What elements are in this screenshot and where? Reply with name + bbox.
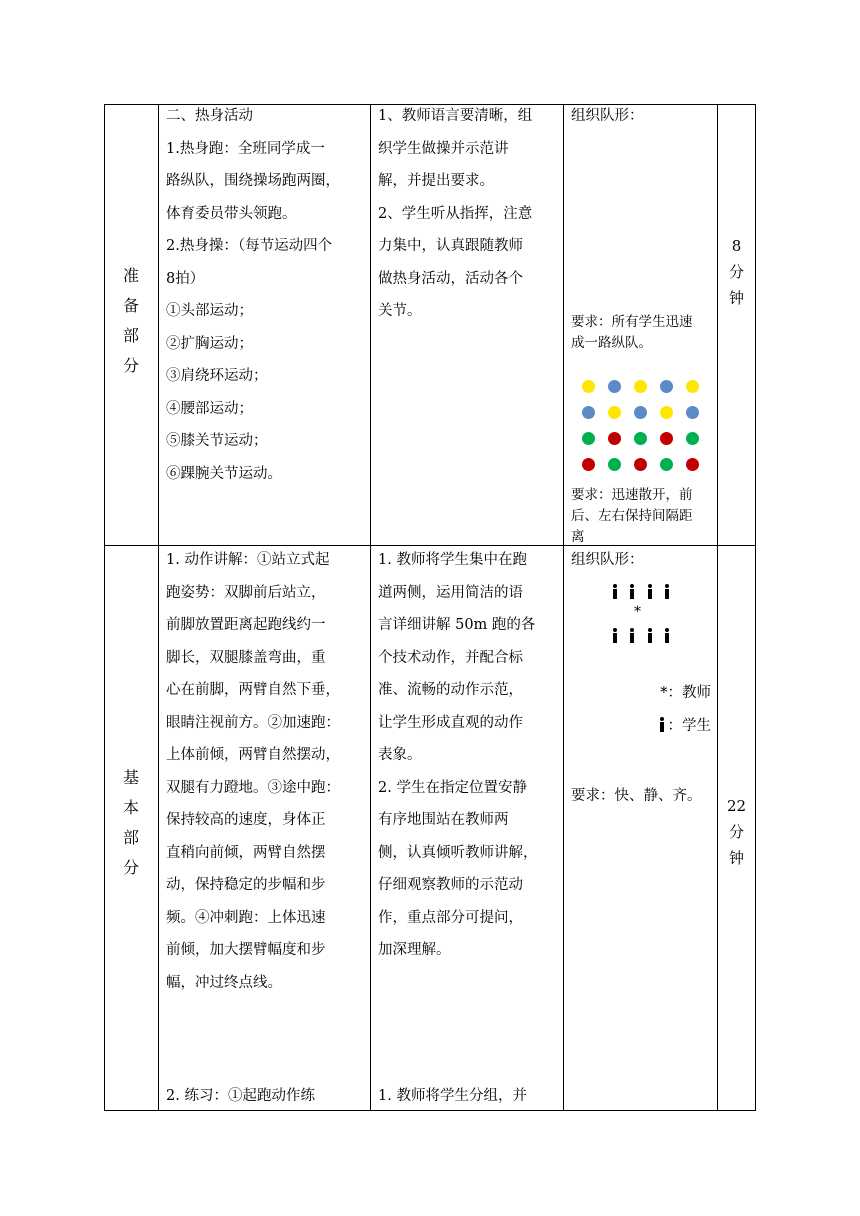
content-line: 动，保持稳定的步幅和步	[166, 877, 326, 893]
content-line: 保持较高的速度，身体正	[166, 812, 326, 828]
content-line: 心在前脚，两臂自然下垂，	[166, 682, 340, 698]
method-line: 作，重点部分可提问，	[378, 909, 523, 926]
teacher-mark: *	[634, 604, 641, 620]
prep-requirement-1: 要求：所有学生迅速 成一路纵队。	[571, 314, 693, 351]
content-line: 眼睛注视前方。②加速跑：	[166, 714, 340, 731]
student-icon	[659, 717, 665, 732]
section-char: 分	[122, 356, 139, 375]
method-line: 言详细讲解 50m 跑的各	[378, 617, 536, 633]
method-line: 做热身活动，活动各个	[378, 270, 523, 287]
basic-content-practice: 2. 练习：①起跑动作练	[166, 1088, 315, 1104]
section-char: 分	[122, 858, 139, 877]
formation-dot	[608, 432, 621, 445]
student-icon	[664, 628, 670, 643]
method-line: 1. 教师将学生集中在跑	[378, 552, 527, 568]
content-line: ④腰部运动；	[166, 400, 253, 417]
content-line: ③肩绕环运动；	[166, 368, 268, 384]
formation-dot	[634, 458, 647, 471]
formation-dot	[608, 380, 621, 393]
formation-dot	[660, 406, 673, 419]
formation-dot	[660, 432, 673, 445]
content-line: 双腿有力蹬地。③途中跑：	[166, 779, 340, 796]
method-line: 加深理解。	[378, 942, 451, 958]
legend-teacher: *：教师	[660, 685, 711, 701]
basic-time: 22 分 钟	[726, 797, 747, 867]
method-line: 表象。	[378, 747, 422, 763]
method-line: 织学生做操并示范讲	[378, 140, 509, 157]
method-line: 让学生形成直观的动作	[378, 714, 523, 731]
formation-dot	[634, 380, 647, 393]
column-divider	[158, 104, 159, 1111]
student-icon	[647, 628, 653, 643]
formation-dot	[608, 406, 621, 419]
prep-org-title: 组织队形：	[571, 108, 644, 124]
basic-method-2: 1. 教师将学生分组，并	[378, 1088, 527, 1104]
prep-requirement-2: 要求：迅速散开，前 后、左右保持间隔距 离	[571, 487, 693, 545]
content-line: 上体前倾，两臂自然摆动，	[166, 747, 340, 763]
section-char: 基	[122, 768, 139, 787]
content-line: 脚长，双腿膝盖弯曲，重	[166, 649, 326, 666]
method-line: 仔细观察教师的示范动	[378, 877, 523, 893]
student-icon	[612, 584, 618, 599]
student-icon	[612, 628, 618, 643]
method-line: 解，并提出要求。	[378, 173, 494, 189]
section-char: 本	[122, 798, 139, 817]
method-line: 2. 学生在指定位置安静	[378, 779, 527, 796]
method-line: 1、教师语言要清晰，组	[378, 108, 533, 124]
content-line: 幅，冲过终点线。	[166, 974, 282, 991]
content-line: 前倾，加大摆臂幅度和步	[166, 942, 326, 958]
content-line: 8拍）	[166, 270, 205, 287]
basic-section-label	[104, 763, 158, 883]
prep-time: 8 分 钟	[728, 237, 744, 307]
method-line: 2、学生听从指挥，注意	[378, 205, 533, 222]
section-char: 部	[122, 326, 139, 345]
content-line: ②扩胸运动；	[166, 335, 253, 352]
content-line: 1. 动作讲解：①站立式起	[166, 552, 330, 568]
method-line: 有序地围站在教师两	[378, 812, 509, 828]
content-line: 频。④冲刺跑：上体迅速	[166, 909, 326, 926]
formation-dot	[634, 432, 647, 445]
method-line: 准、流畅的动作示范，	[378, 682, 523, 698]
basic-requirement: 要求：快、静、齐。	[571, 788, 702, 804]
student-icon	[629, 628, 635, 643]
content-line: 体育委员带头领跑。	[166, 205, 297, 222]
table-border-right	[755, 104, 756, 1111]
section-char: 备	[122, 296, 139, 315]
table-border-left	[104, 104, 105, 1111]
student-icon	[647, 584, 653, 599]
basic-org-title: 组织队形：	[571, 552, 644, 568]
formation-dot	[686, 432, 699, 445]
formation-dot	[582, 406, 595, 419]
formation-dot	[660, 380, 673, 393]
formation-dot	[686, 380, 699, 393]
section-char: 部	[122, 828, 139, 847]
formation-dot	[634, 406, 647, 419]
method-line: 关节。	[378, 303, 422, 319]
content-line: ⑥踝腕关节运动。	[166, 465, 282, 482]
basic-method	[378, 544, 564, 967]
formation-dot	[608, 458, 621, 471]
method-line: 个技术动作，并配合标	[378, 649, 523, 666]
formation-dot	[582, 432, 595, 445]
content-line: ①头部运动；	[166, 303, 253, 319]
student-icon	[629, 584, 635, 599]
content-line: 1.热身跑：全班同学成一	[166, 140, 325, 157]
section-char: 准	[122, 266, 139, 285]
formation-dot	[686, 406, 699, 419]
prep-content	[166, 100, 370, 490]
content-line: 二、热身活动	[166, 108, 253, 124]
prep-section-label	[104, 261, 158, 381]
method-line: 道两侧，运用简洁的语	[378, 584, 523, 601]
prep-method	[378, 100, 564, 328]
content-line: 直稍向前倾，两臂自然摆	[166, 844, 326, 861]
method-line: 力集中，认真跟随教师	[378, 238, 523, 254]
formation-dot	[686, 458, 699, 471]
content-line: 2.热身操：（每节运动四个	[166, 238, 333, 254]
legend-student: ：学生	[571, 710, 711, 743]
lesson-plan-table	[104, 104, 756, 1111]
formation-dot	[582, 380, 595, 393]
content-line: 跑姿势：双脚前后站立，	[166, 584, 326, 601]
formation-dot	[582, 458, 595, 471]
content-line: ⑤膝关节运动；	[166, 433, 268, 449]
formation-dot	[660, 458, 673, 471]
basic-content	[166, 544, 372, 999]
student-icon	[664, 584, 670, 599]
content-line: 前脚放置距离起跑线约一	[166, 617, 326, 633]
content-line: 路纵队，围绕操场跑两圈，	[166, 173, 340, 189]
method-line: 侧，认真倾听教师讲解，	[378, 844, 538, 861]
